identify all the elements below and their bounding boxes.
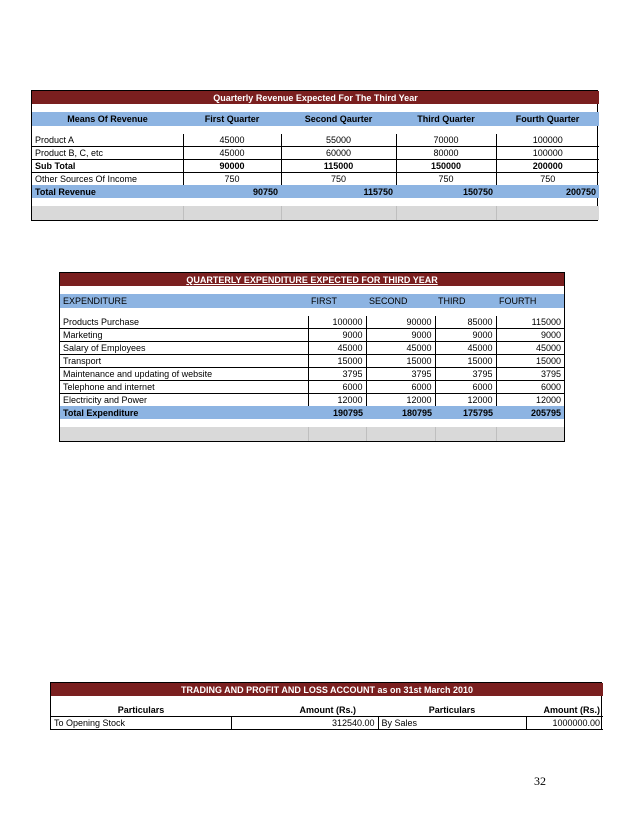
expenditure-header: FOURTH — [496, 294, 564, 308]
cell: 9000 — [435, 329, 496, 342]
cell: 90000 — [183, 160, 281, 173]
cell: 115000 — [281, 160, 396, 173]
total-cell: 175795 — [435, 406, 496, 419]
trading-table — [50, 682, 602, 730]
cell: 70000 — [396, 134, 496, 147]
cell: 80000 — [396, 147, 496, 160]
table-row — [60, 355, 564, 368]
cell: 45000 — [366, 342, 435, 355]
expenditure-title-text: QUARTERLY EXPENDITURE EXPECTED FOR THIRD YEAR — [186, 274, 438, 285]
total-cell: 150750 — [396, 185, 496, 198]
table-row — [60, 394, 564, 407]
expenditure-header-row — [60, 294, 564, 308]
row-label: To Opening Stock — [51, 717, 231, 730]
row-label: Sub Total — [32, 160, 183, 173]
table-row — [32, 134, 599, 147]
table-row — [60, 342, 564, 355]
total-row — [60, 406, 564, 419]
table-row — [60, 368, 564, 381]
cell: 15000 — [496, 355, 564, 368]
cell: 3795 — [308, 368, 366, 381]
cell: 12000 — [435, 394, 496, 407]
total-cell: 180795 — [366, 406, 435, 419]
row-label: By Sales — [378, 717, 526, 730]
revenue-header: Means Of Revenue — [32, 112, 183, 126]
cell: 200000 — [496, 160, 599, 173]
cell: 15000 — [308, 355, 366, 368]
expenditure-header: EXPENDITURE — [60, 294, 308, 308]
cell: 12000 — [366, 394, 435, 407]
table-row — [51, 717, 603, 730]
cell: 1000000.00 — [526, 717, 603, 730]
cell: 115000 — [496, 316, 564, 329]
table-row — [60, 381, 564, 394]
revenue-title: Quarterly Revenue Expected For The Third Year — [32, 91, 599, 104]
table-row — [32, 173, 599, 186]
cell: 6000 — [496, 381, 564, 394]
cell: 45000 — [183, 147, 281, 160]
row-label: Maintenance and updating of website — [60, 368, 308, 381]
expenditure-header: FIRST — [308, 294, 366, 308]
cell: 750 — [183, 173, 281, 186]
cell: 85000 — [435, 316, 496, 329]
cell: 60000 — [281, 147, 396, 160]
cell: 12000 — [308, 394, 366, 407]
revenue-header: First Quarter — [183, 112, 281, 126]
cell: 45000 — [308, 342, 366, 355]
revenue-header: Second Qaurter — [281, 112, 396, 126]
expenditure-header: THIRD — [435, 294, 496, 308]
trading-header-row — [51, 704, 603, 717]
row-label: Electricity and Power — [63, 395, 148, 405]
total-cell: 90750 — [183, 185, 281, 198]
row-label: Transport — [60, 355, 308, 368]
cell: 100000 — [496, 134, 599, 147]
cell: 45000 — [183, 134, 281, 147]
cell: 15000 — [435, 355, 496, 368]
cell: 100000 — [308, 316, 366, 329]
total-label: Total Revenue — [32, 185, 183, 198]
cell: 3795 — [435, 368, 496, 381]
page-number: 32 — [534, 774, 546, 788]
cell: 45000 — [496, 342, 564, 355]
total-cell: 115750 — [281, 185, 396, 198]
cell: 15000 — [366, 355, 435, 368]
cell: 750 — [281, 173, 396, 186]
cell: 90000 — [366, 316, 435, 329]
total-label: Total Expenditure — [60, 406, 308, 419]
cell: 9000 — [308, 329, 366, 342]
cell: 150000 — [396, 160, 496, 173]
cell: 9000 — [366, 329, 435, 342]
cell: 3795 — [366, 368, 435, 381]
cell: 6000 — [366, 381, 435, 394]
cell: 750 — [496, 173, 599, 186]
row-label: Salary of Employees — [60, 342, 308, 355]
row-label: Products Purchase — [60, 316, 308, 329]
row-label: Marketing — [60, 329, 308, 342]
cell: 750 — [396, 173, 496, 186]
cell: 6000 — [435, 381, 496, 394]
total-cell: 190795 — [308, 406, 366, 419]
table-row — [60, 329, 564, 342]
revenue-header: Third Quarter — [396, 112, 496, 126]
total-cell: 205795 — [496, 406, 564, 419]
trading-header: Amount (Rs.) — [231, 704, 378, 717]
row-label: Product A — [32, 134, 183, 147]
total-cell: 200750 — [496, 185, 599, 198]
cell: 3795 — [496, 368, 564, 381]
gray-row — [32, 206, 599, 220]
revenue-table — [31, 90, 598, 221]
trading-title: TRADING AND PROFIT AND LOSS ACCOUNT as on 31st March 2010 — [51, 683, 603, 696]
expenditure-title — [60, 273, 564, 286]
trading-header: Particulars — [51, 704, 231, 717]
row-label: Product B, C, etc — [32, 147, 183, 160]
cell: 9000 — [496, 329, 564, 342]
gray-row — [60, 427, 564, 441]
cell: 100000 — [496, 147, 599, 160]
row-label: Telephone and internet — [60, 381, 308, 394]
cell: 55000 — [281, 134, 396, 147]
cell: 12000 — [496, 394, 564, 407]
revenue-header: Fourth Quarter — [496, 112, 599, 126]
total-row — [32, 185, 599, 198]
cell: 45000 — [435, 342, 496, 355]
expenditure-table — [59, 272, 565, 442]
table-row — [60, 316, 564, 329]
table-row — [32, 160, 599, 173]
cell: 6000 — [308, 381, 366, 394]
trading-header: Particulars — [378, 704, 526, 717]
cell: 312540.00 — [231, 717, 378, 730]
revenue-header-row — [32, 112, 599, 126]
trading-header: Amount (Rs.) — [526, 704, 603, 717]
table-row — [32, 147, 599, 160]
row-label: Other Sources Of Income — [35, 174, 138, 184]
expenditure-header: SECOND — [366, 294, 435, 308]
